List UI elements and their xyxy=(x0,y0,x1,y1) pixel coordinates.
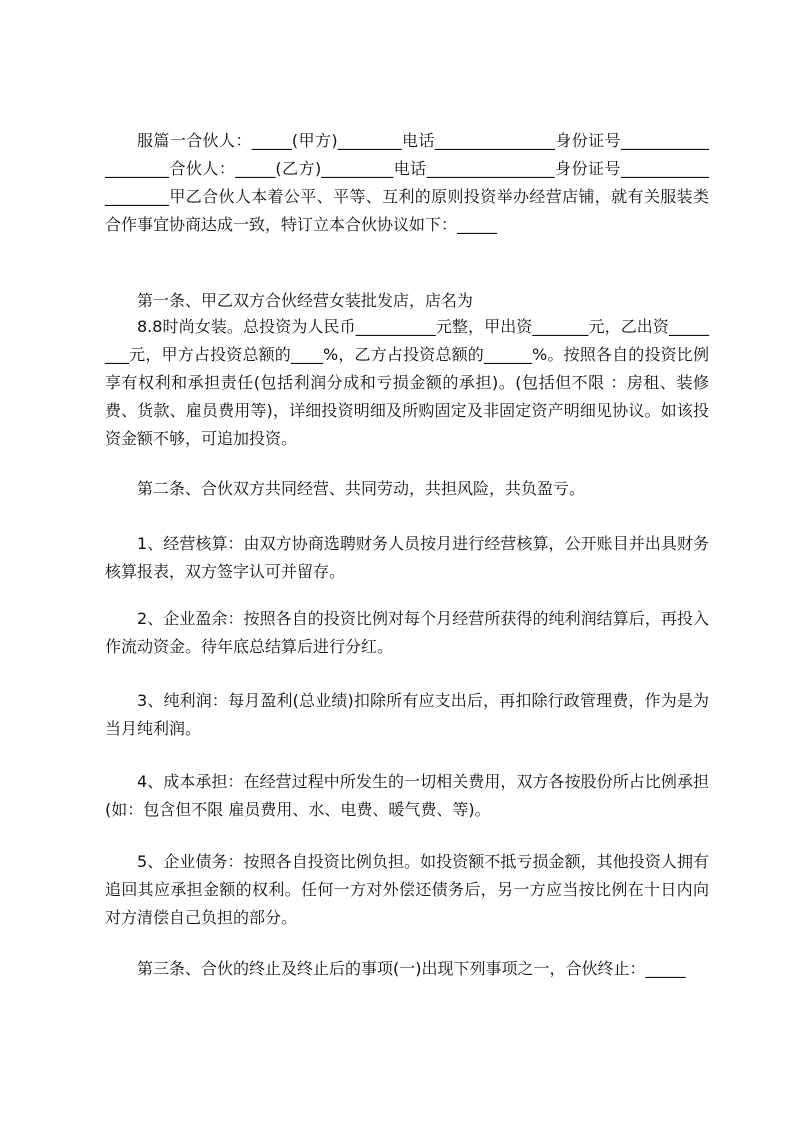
paragraph-investment: 8.8时尚女装。总投资为人民币__________元整，甲出资_______元，乙出资________元，甲方占投资总额的____%，乙方占投资总额的______%。按照各自的投资比例享有权利和承担责任(包括利润分成和亏损金额的承担)。(包括但不限 ：房租、装修费、货款、雇员费用等)，详细投资明细及所购固定及非固定资产明细见协议。如该投资金额不够，可追加投资。 xyxy=(105,317,709,448)
paragraph-surplus: 2、企业盈余：按照各自的投资比例对每个月经营所获得的纯利润结算后，再投入作流动资金。待年底总结算后进行分红。 xyxy=(105,609,709,656)
paragraph-debts: 5、企业债务：按照各自投资比例负担。如投资额不抵亏损金额，其他投资人拥有追回其应承担金额的权利。任何一方对外偿还债务后，另一方应当按比例在十日内向对方清偿自己负担的部分。 xyxy=(105,852,709,927)
paragraph-article-1-title: 第一条、甲乙双方合伙经营女装批发店，店名为 xyxy=(137,291,474,310)
paragraph-accounting: 1、经营核算：由双方协商选聘财务人员按月进行经营核算，公开账目并出具财务核算报表，双方签字认可并留存。 xyxy=(105,534,709,581)
paragraph-partners-intro: 服篇一合伙人：_____(甲方)________电话_______________身份证号___________________合伙人：_____(乙方)_________电话________________身份证号___________________甲乙合伙人本着公平、平等、互利的原则投资举办经营店铺，就有关服装类合作事宜协商达成一致，特订立本合伙协议如下：_____ xyxy=(105,131,709,234)
paragraph-article-2-title: 第二条、合伙双方共同经营、共同劳动，共担风险，共负盈亏。 xyxy=(137,479,586,498)
paragraph-cost-bearing: 4、成本承担：在经营过程中所发生的一切相关费用，双方各按股份所占比例承担(如：包含但不限 雇员费用、水、电费、暖气费、等)。 xyxy=(105,772,709,819)
paragraph-net-profit: 3、纯利润：每月盈利(总业绩)扣除所有应支出后，再扣除行政管理费，作为是为当月纯利润。 xyxy=(105,691,709,738)
paragraph-article-3-title: 第三条、合伙的终止及终止后的事项(一)出现下列事项之一，合伙终止：_____ xyxy=(137,959,686,978)
